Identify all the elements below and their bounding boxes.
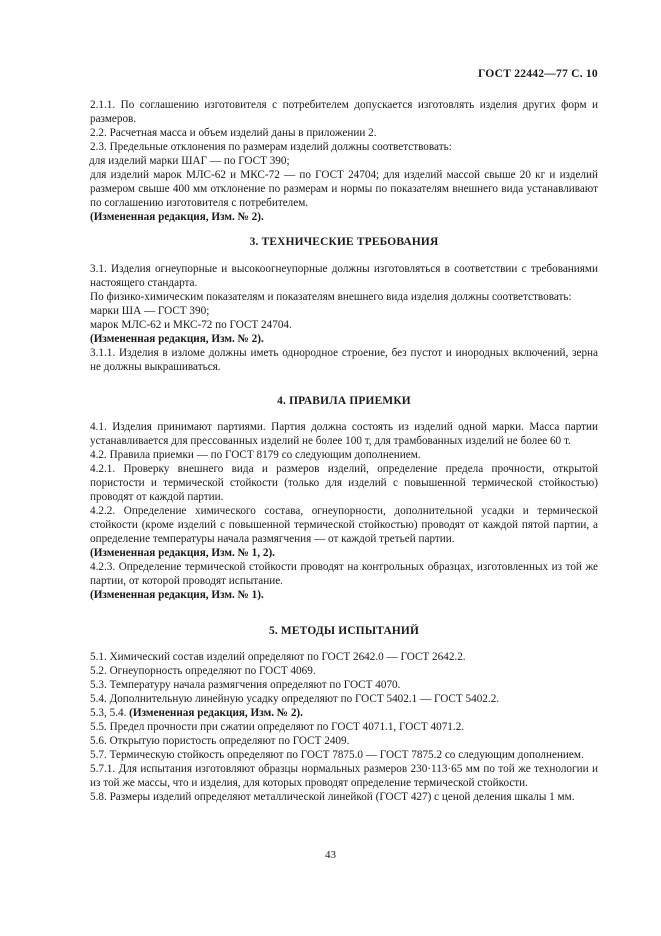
section-4-body [90,420,598,602]
paragraph-3-1-d: марок МЛС-62 и МКС-72 по ГОСТ 24704. [90,319,292,331]
paragraph-2-3-b: для изделий марок МЛС-62 и МКС-72 — по ГОСТ 24704; для изделий массой свыше 20 кг и изделий размером свыше 400 мм отклонение по размерам и нормы по показателям внешнего вида устанавливают по соглашению изготовителя с потребителем. [90,169,598,209]
paragraph-5-7-1: 5.7.1. Для испытания изготовляют образцы нормальных размеров 230·113·65 мм по той же технологии и из той же массы, что и изделия, для которых проводят определение термической стойкости. [90,763,598,789]
paragraph-3-1-b: По физико-химическим показателям и показателям внешнего вида изделия должны соответствовать: [90,291,572,303]
paragraph-5-2: 5.2. Огнеупорность определяют по ГОСТ 4069. [90,665,316,677]
section-3-body [90,262,598,374]
page-header: ГОСТ 22442—77 С. 10 [478,67,598,80]
paragraph-5-6: 5.6. Открытую пористость определяют по ГОСТ 2409. [90,735,350,747]
paragraph-4-2: 4.2. Правила приемки — по ГОСТ 8179 со следующим дополнением. [90,449,421,461]
section-2-body [90,98,598,224]
paragraph-5-3-5-4: 5.3, 5.4. (Измененная редакция, Изм. № 2). [90,707,303,719]
paragraph-4-1: 4.1. Изделия принимают партиями. Партия должна состоять из изделий одной марки. Масса партии устанавливается для прессованных изделий не более 100 т, для трамбованных изделий не более 60 т. [90,421,598,447]
paragraph-5-5: 5.5. Предел прочности при сжатии определяют по ГОСТ 4071.1, ГОСТ 4071.2. [90,721,465,733]
paragraph-5-1: 5.1. Химический состав изделий определяют по ГОСТ 2642.0 — ГОСТ 2642.2. [90,651,466,663]
page-number: 43 [325,849,336,861]
section-3-title: 3. ТЕХНИЧЕСКИЕ ТРЕБОВАНИЯ [249,236,439,248]
amendment-note: (Измененная редакция, Изм. № 1, 2). [90,547,275,559]
section-5-body [90,650,598,804]
paragraph-3-1: 3.1. Изделия огнеупорные и высокоогнеупорные должны изготовляться в соответствии с требованиями настоящего стандарта. [90,263,598,289]
amendment-note: (Измененная редакция, Изм. № 2). [90,333,264,345]
paragraph-2-2: 2.2. Расчетная масса и объем изделий даны в приложении 2. [90,127,377,139]
section-5-title: 5. МЕТОДЫ ИСПЫТАНИЙ [268,625,420,637]
paragraph-2-3-a: для изделий марки ШАГ — по ГОСТ 390; [89,155,290,167]
paragraph-3-1-1: 3.1.1. Изделия в изломе должны иметь однородное строение, без пустот и инородных включений, зерна не должны выкрашиваться. [90,347,598,373]
paragraph-3-1-c: марки ША — ГОСТ 390; [90,305,210,317]
paragraph-5-3: 5.3. Температуру начала размягчения определяют по ГОСТ 4070. [90,679,401,691]
paragraph-2-1-1: 2.1.1. По соглашению изготовителя с потребителем допускается изготовлять изделия других форм и размеров. [90,99,598,125]
paragraph-5-8: 5.8. Размеры изделий определяют металлической линейкой (ГОСТ 427) с ценой деления шкалы 1 мм. [90,791,575,803]
paragraph-4-2-1: 4.2.1. Проверку внешнего вида и размеров изделий, определение предела прочности, открытой пористости и термической стойкости (только для изделий с повышенной термической стойкостью) проводят от каждой партии. [90,463,598,503]
paragraph-2-3: 2.3. Предельные отклонения по размерам изделий должны соответствовать: [90,141,452,153]
paragraph-4-2-2: 4.2.2. Определение химического состава, огнеупорности, дополнительной усадки и термической стойкости (кроме изделий с повышенной термической стойкостью) проводят от каждой пятой партии, а определение температуры начала размягчения — от каждой третьей партии. [90,505,598,545]
amendment-note: (Измененная редакция, Изм. № 2). [90,211,264,223]
amendment-note: (Измененная редакция, Изм. № 2). [129,707,303,719]
amendment-note: (Измененная редакция, Изм. № 1). [90,589,264,601]
paragraph-5-4: 5.4. Дополнительную линейную усадку определяют по ГОСТ 5402.1 — ГОСТ 5402.2. [90,693,500,705]
section-4-title: 4. ПРАВИЛА ПРИЕМКИ [277,395,411,407]
paragraph-5-7: 5.7. Термическую стойкость определяют по ГОСТ 7875.0 — ГОСТ 7875.2 со следующим дополнением. [90,749,584,761]
paragraph-4-2-3: 4.2.3. Определение термической стойкости проводят на контрольных образцах, изготовленных из той же партии, от которой проводят испытание. [90,561,598,587]
